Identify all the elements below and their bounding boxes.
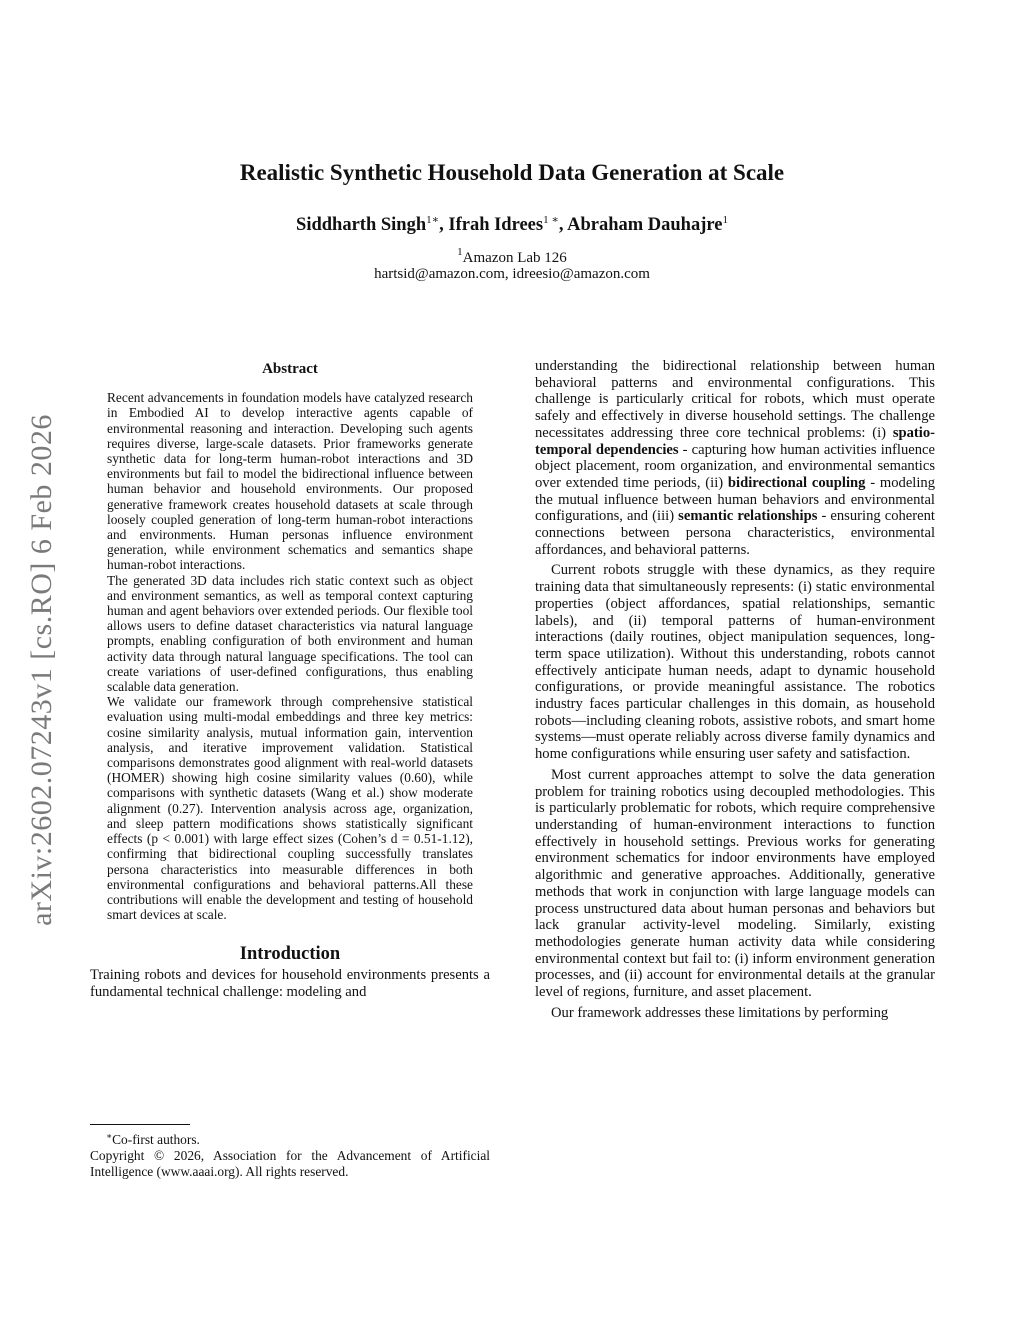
author-affiliation-mark: 1 ∗	[543, 214, 559, 226]
affiliation-name: Amazon Lab 126	[462, 250, 567, 266]
abstract-paragraph: The generated 3D data includes rich static context such as object and environment semantics, as well as temporal context capturing human and agent behaviors over extended periods. Our flexible tool allows users to define dataset characteristics via natural language prompts, enabling configuration of both environment and human activity data through natural language specifications. The tool can create variations of user-defined configurations, thus enabling scalable data generation.	[107, 572, 473, 695]
author-affiliation-mark: 1∗	[426, 214, 440, 226]
paper-title: Realistic Synthetic Household Data Generation at Scale	[239, 160, 785, 185]
body-text: - modeling the mutual influence between human behaviors and environmental configurations, and (iii)	[535, 474, 935, 525]
right-column	[535, 358, 935, 1025]
footnote-mark: ∗	[106, 1131, 113, 1141]
bold-term: semantic relationships	[678, 508, 818, 525]
body-text: understanding the bidirectional relationship between human behavioral patterns and environmental configurations. This challenge is particularly critical for robots, which must operate safely and effectively in diverse household settings. The challenge necessitates addressing three core technical problems: (i)	[535, 358, 935, 441]
footnote-rule	[90, 1124, 190, 1125]
arxiv-identifier-text: arXiv:2602.07243v1 [cs.RO] 6 Feb 2026	[25, 414, 59, 926]
left-column	[90, 362, 490, 1000]
abstract-heading: Abstract	[262, 361, 318, 377]
abstract-paragraph: We validate our framework through comprehensive statistical evaluation using multi-modal embeddings and three key metrics: cosine similarity analysis, mutual information gain, intervention analysis, and iterative improvement validation. Statistical comparisons demonstrates good alignment with real-world datasets (HOMER) showing high cosine similarity values (0.60), while comparisons with synthetic datasets (Wang et al.) show moderate alignment (0.27). Intervention analysis across age, organization, and sleep pattern modifications shows statistically significant effects (p < 0.001) with large effect sizes (Cohen’s d = 0.51-1.12), confirming that bidirectional coupling successfully translates persona characteristics into measurable differences in both environmental configurations and behavioral patterns.All these contributions will enable the development and testing of household smart devices at scale.	[107, 694, 473, 923]
body-text: - ensuring coherent connections between persona characteristics, environmental affordances, and behavioral patterns.	[535, 508, 935, 558]
author-list: Siddharth Singh$^{1∗}$, Ifrah Idrees$^{1 ∗}$, Abraham Dauhajre$^1$	[296, 214, 728, 235]
co-first-footnote	[90, 1128, 490, 1148]
bold-term: spatio-temporal dependencies	[535, 424, 935, 458]
copyright-notice: Copyright © 2026, Association for the Advancement of Artificial Intelligence (www.aaai.org). All rights reserved.	[90, 1148, 490, 1179]
abstract-section	[90, 362, 490, 922]
introduction-paragraph: Training robots and devices for household environments presents a fundamental technical challenge: modeling and	[90, 967, 490, 1000]
body-paragraph: Most current approaches attempt to solve the data generation problem for training robotics using decoupled methodologies. This is particularly problematic for robots, which require comprehensive understanding of human-environment interactions to function effectively in household settings. Previous works for generating environment schematics for indoor environments have employed algorithmic and generative approaches. Additionally, generative methods that work in conjunction with large language models can process unstructured data about human personas and behaviors but lack granular activity-level modeling. Similarly, existing methodologies generate human activity data while considering environmental context but fail to: (i) inform environment generation processes, and (ii) account for environmental details at the granular level of regions, furniture, and asset placement.	[535, 766, 935, 1001]
footnotes	[90, 1124, 490, 1180]
affiliation-mark: 1	[457, 246, 463, 258]
co-first-footnote-text: Co-first authors.	[112, 1132, 200, 1147]
body-paragraph: Our framework addresses these limitations by performing	[551, 1004, 889, 1021]
body-text: - capturing how human activities influence object placement, room organization, and environmental semantics over extended time periods, (ii)	[535, 441, 935, 491]
abstract-paragraph: Recent advancements in foundation models have catalyzed research in Embodied AI to develop interactive agents capable of environmental reasoning and interaction. Developing such agents requires diverse, large-scale datasets. Prior frameworks generate synthetic data for long-term human-robot interactions and 3D environments but fail to model the bidirectional influence between human behavior and household environments. Our proposed generative framework creates household datasets at scale through loosely coupled generation of long-term human-robot interactions and environments. Human personas influence environment generation, while environment schematics and semantics shape human-robot interactions.	[107, 390, 473, 573]
body-paragraph	[535, 358, 935, 558]
introduction-heading: Introduction	[239, 944, 341, 965]
author-name: Ifrah Idrees	[448, 215, 544, 235]
bold-term: bidirectional coupling	[727, 474, 866, 491]
author-emails: hartsid@amazon.com, idreesio@amazon.com	[374, 266, 650, 282]
author-name: Abraham Dauhajre	[567, 215, 723, 235]
arxiv-identifier-stamp	[10, 370, 74, 970]
affiliation	[0, 246, 1024, 267]
author-name: Siddharth Singh	[296, 215, 427, 235]
body-paragraph: Current robots struggle with these dynamics, as they require training data that simultaneously represents: (i) static environmental properties (object affordances, spatial relationships, semantic labels), and (ii) temporal patterns of human-environment interactions (daily routines, object manipulation sequences, long-term space utilization). Without this understanding, robots cannot effectively anticipate human needs, adapt to dynamic household configurations, or provide meaningful assistance. The robotics industry faces particular challenges in this domain, as household robots—including cleaning robots, assistive robots, and smart home systems—must operate reliably across diverse family dynamics and home configurations while ensuring user safety and satisfaction.	[535, 562, 935, 763]
author-affiliation-mark: 1	[722, 214, 728, 226]
